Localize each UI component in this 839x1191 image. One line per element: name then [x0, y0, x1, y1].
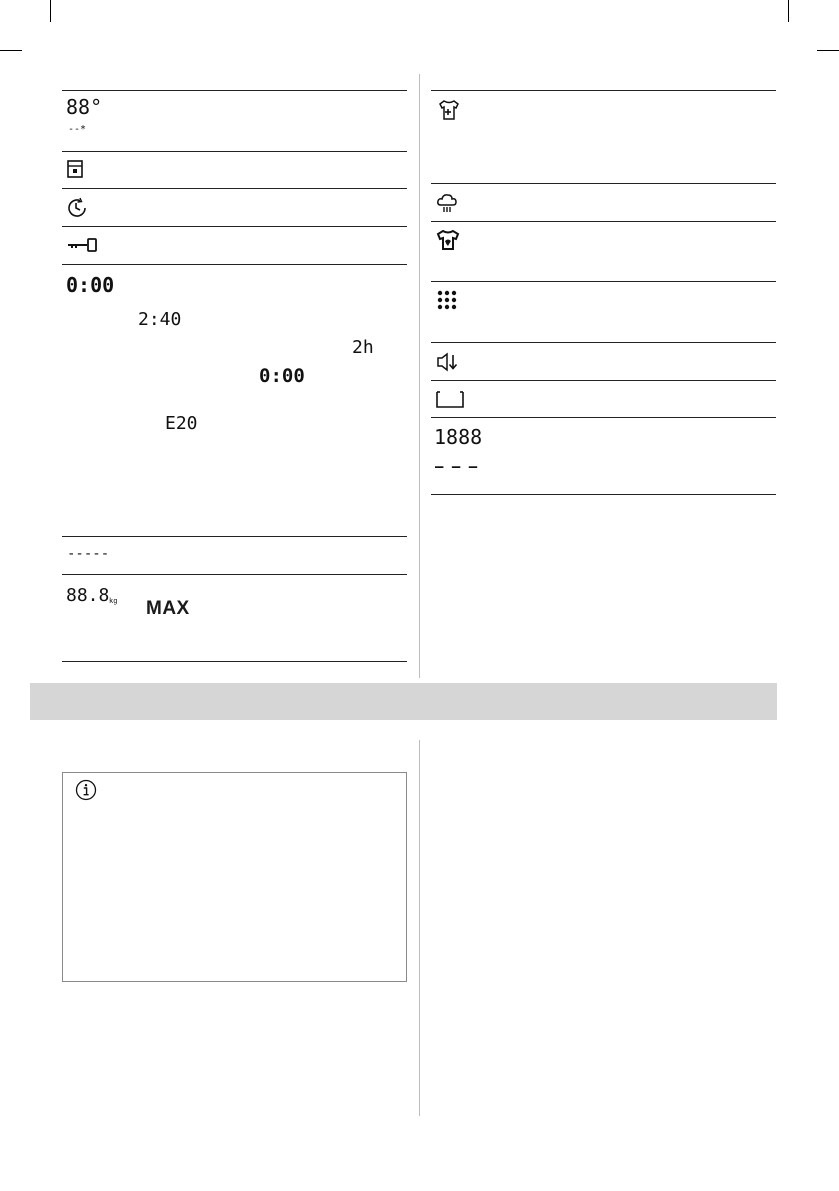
- max-label: MAX: [146, 598, 190, 619]
- steam-icon: [436, 192, 458, 214]
- row-door-lock: [62, 151, 407, 189]
- sound-off-icon: [436, 352, 460, 372]
- row-load-weight: [62, 574, 407, 662]
- no-temperature-symbol: --*: [68, 124, 87, 135]
- row-extra-rinse: [431, 90, 776, 184]
- row-spin-speed: [431, 417, 776, 495]
- row-stain: [431, 221, 776, 282]
- dashes-symbol: -----: [67, 546, 110, 562]
- keypad-dots-icon: [437, 290, 457, 310]
- crop-mark-top-right: [788, 0, 789, 22]
- info-note-box: [62, 772, 407, 982]
- row-temperature: [62, 90, 407, 152]
- row-keypad: [431, 281, 776, 343]
- load-weight-unit: kg: [109, 597, 118, 605]
- no-spin-symbol: – – –: [435, 459, 478, 475]
- door-lock-icon: [67, 160, 83, 178]
- crop-mark-top-left: [50, 0, 51, 22]
- row-dashes: [62, 536, 407, 575]
- info-icon: [75, 779, 97, 801]
- extra-rinse-shirt-icon: [437, 99, 459, 121]
- crop-mark-left-top: [0, 50, 22, 51]
- section-heading-bar: [30, 683, 777, 720]
- end-time-example-symbol: 0:00: [259, 365, 305, 387]
- load-weight-symbol: 88.8: [66, 585, 110, 606]
- row-time-display: [62, 264, 407, 537]
- crop-mark-right-top: [817, 50, 839, 51]
- time-display-symbol: 0:00: [66, 273, 115, 297]
- drum-clean-icon: [435, 389, 465, 409]
- delay-start-icon: [66, 197, 88, 219]
- row-drum-clean: [431, 380, 776, 418]
- spin-speed-symbol: 1888: [434, 425, 483, 449]
- column-divider-top: [419, 74, 420, 678]
- time-example-symbol: 2:40: [138, 309, 182, 330]
- child-lock-key-icon: [67, 237, 99, 253]
- delay-hours-example-symbol: 2h: [352, 337, 374, 358]
- row-steam: [431, 183, 776, 222]
- temperature-symbol: 88°: [66, 95, 103, 119]
- row-child-lock: [62, 226, 407, 265]
- column-divider-bottom: [419, 740, 420, 1116]
- error-code-example-symbol: E20: [165, 413, 198, 434]
- stain-shirt-icon: [436, 229, 460, 251]
- row-sound: [431, 342, 776, 381]
- row-delay-start: [62, 188, 407, 227]
